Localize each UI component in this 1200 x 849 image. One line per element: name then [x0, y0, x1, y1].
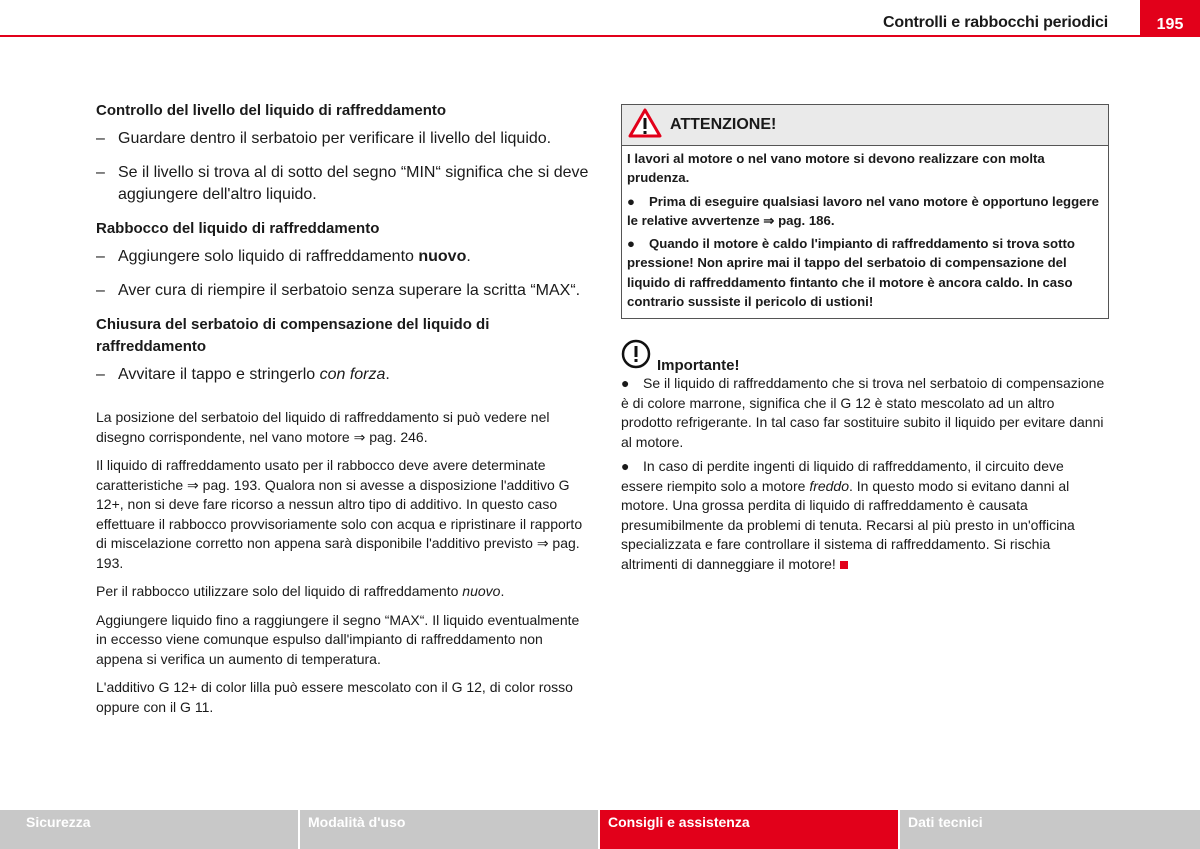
footer-nav — [0, 810, 1200, 849]
warning-bullet: ● Prima di eseguire qualsiasi lavoro nel vano motore è opportuno leggere le relative avvertenze ⇒ pag. 186. — [627, 193, 1099, 228]
heading-closing: Chiusura del serbatoio di compensazione del liquido di raffreddamento — [96, 316, 490, 355]
tab-modalita-uso[interactable]: Modalità d'uso — [300, 810, 598, 849]
tab-dati-tecnici[interactable]: Dati tecnici — [900, 810, 1200, 849]
section-title: Controlli e rabbocchi periodici — [883, 14, 1108, 31]
heading-topup: Rabbocco del liquido di raffreddamento — [96, 220, 380, 237]
list-item: – Aver cura di riempire il serbatoio senza superare la scritta “MAX“. — [96, 282, 581, 299]
page-number: 195 — [1140, 0, 1200, 37]
paragraph: Il liquido di raffreddamento usato per il rabbocco deve avere determinate caratteristiche ⇒ pag. 193. Qualora non si avesse a disposizione l'additivo G 12+, non si deve fare ricorso a nessun altro tipo di additivo. In questo caso effettuare il rabbocco provvisoriamente solo con acqua e ripristinare il rapporto di miscelazione corretto non appena sarà disponibile l'additivo previsto ⇒ pag. 193. — [96, 457, 583, 571]
warning-bullet: ● Quando il motore è caldo l'impianto di raffreddamento si trova sotto pressione! Non aprire mai il tappo del serbatoio di compensazione del liquido di raffreddamento fintanto che il motore è ancora caldo. In caso contrario sussiste il pericolo di ustioni! — [627, 236, 1075, 310]
exclamation-circle-icon — [621, 339, 651, 374]
warning-title: ATTENZIONE! — [670, 116, 777, 133]
tab-sicurezza[interactable]: Sicurezza — [0, 810, 298, 849]
paragraph: La posizione del serbatoio del liquido di raffreddamento si può vedere nel disegno corrispondente, nel vano motore ⇒ pag. 246. — [96, 409, 550, 445]
important-bullet: ● Se il liquido di raffreddamento che si trova nel serbatoio di compensazione è di colore marrone, significa che il G 12 è stato mescolato ad un altro prodotto refrigerante. In tal caso far sostituire subito il liquido per evitare danni al motore. — [621, 375, 1105, 450]
heading-check-level: Controllo del livello del liquido di raffreddamento — [96, 102, 447, 119]
list-item: – Guardare dentro il serbatoio per verificare il livello del liquido. — [96, 130, 552, 147]
important-title: Importante! — [657, 357, 740, 375]
warning-triangle-icon — [628, 108, 662, 143]
right-column — [621, 104, 1109, 579]
important-note — [621, 339, 1109, 574]
paragraph: L'additivo G 12+ di color lilla può essere mescolato con il G 12, di color rosso oppure con il G 11. — [96, 679, 573, 715]
end-mark-icon — [840, 561, 848, 569]
list-item: – Avvitare il tappo e stringerlo con forza. — [96, 366, 390, 383]
tab-consigli-assistenza[interactable]: Consigli e assistenza — [600, 810, 898, 849]
warning-intro: I lavori al motore o nel vano motore si devono realizzare con molta prudenza. — [627, 151, 1045, 186]
important-bullet: ● In caso di perdite ingenti di liquido di raffreddamento, il circuito deve essere riempito solo a motore freddo. In questo modo si evitano danni al motore. Una grossa perdita di liquido di raffreddamento è causata presumibilmente da problemi di tenuta. Recarsi al più presto in un'officina specializzata e fare controllare il sistema di raffreddamento. Si rischia altrimenti di danneggiare il motore! — [621, 458, 1075, 572]
paragraph: Aggiungere liquido fino a raggiungere il segno “MAX“. Il liquido eventualmente in eccesso viene comunque espulso dall'impianto di raffreddamento non appena si verifica un aumento di temperatura. — [96, 611, 580, 667]
warning-box — [621, 104, 1109, 319]
header-rule — [0, 35, 1200, 37]
paragraph: Per il rabbocco utilizzare solo del liquido di raffreddamento nuovo. — [96, 583, 505, 599]
list-item: – Aggiungere solo liquido di raffreddamento nuovo. — [96, 248, 471, 265]
left-column — [96, 100, 591, 726]
list-item: – Se il livello si trova al di sotto del segno “MIN“ significa che si deve aggiungere dell'altro liquido. — [96, 164, 589, 203]
